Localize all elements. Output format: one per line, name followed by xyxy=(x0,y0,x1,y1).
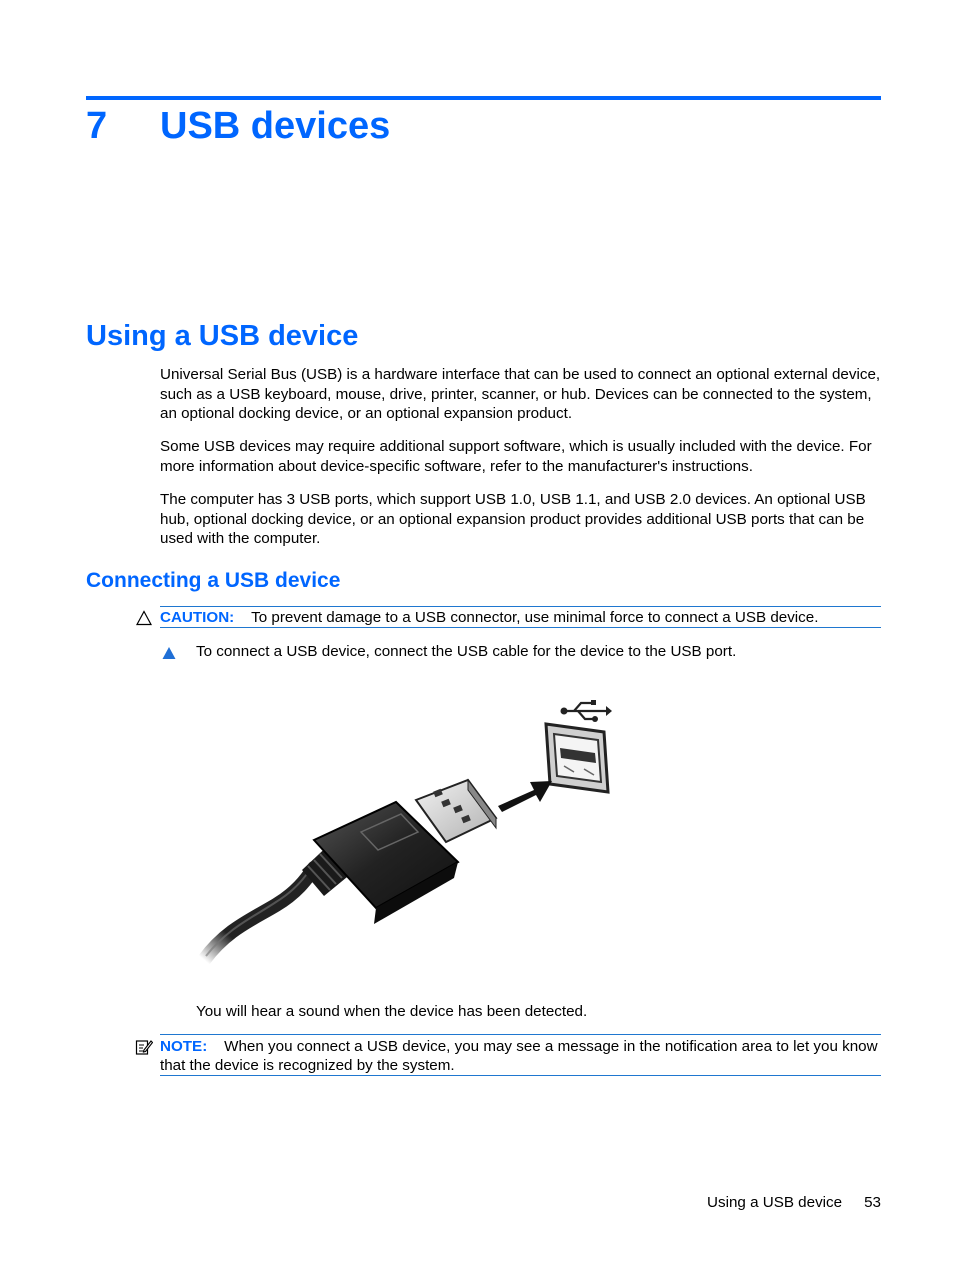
page-footer xyxy=(707,1193,881,1213)
usb-cable xyxy=(204,868,314,960)
caution-triangle-icon xyxy=(136,610,152,626)
section-title: Using a USB device xyxy=(86,320,359,352)
usb-symbol-icon xyxy=(561,700,613,722)
footer-section: Using a USB device xyxy=(707,1194,843,1211)
note-text-line xyxy=(160,1037,881,1075)
note-label: NOTE: xyxy=(160,1038,208,1055)
note-text: When you connect a USB device, you may see a message in the notification area to let you know that the device is recognized by the system. xyxy=(160,1038,878,1074)
caution-label: CAUTION: xyxy=(160,609,235,626)
paragraph-3: The computer has 3 USB ports, which support USB 1.0, USB 1.1, and USB 2.0 devices. An optional USB hub, optional docking device, or an optional expansion product provides additional USB ports that can be used with the computer. xyxy=(160,491,866,547)
paragraph-1: Universal Serial Bus (USB) is a hardware interface that can be used to connect an optional external device, such as a USB keyboard, mouse, drive, printer, scanner, or hub. Devices can be connected to the system, an optional docking device, or an optional expansion product. xyxy=(160,366,881,422)
chapter-number: 7 xyxy=(86,105,108,147)
page-number: 53 xyxy=(864,1194,881,1211)
note-pencil-icon xyxy=(135,1038,153,1056)
step-triangle-icon xyxy=(162,646,176,660)
caution-box xyxy=(160,606,881,628)
caution-text: To prevent damage to a USB connector, use minimal force to connect a USB device. xyxy=(251,609,819,626)
usb-connect-illustration xyxy=(196,690,636,980)
subsection-title: Connecting a USB device xyxy=(86,569,341,592)
step-text: To connect a USB device, connect the USB cable for the device to the USB port. xyxy=(196,643,737,660)
chapter-title-text: USB devices xyxy=(160,105,391,147)
usb-plug xyxy=(314,780,496,924)
detection-text: You will hear a sound when the device has been detected. xyxy=(196,1003,588,1020)
note-box xyxy=(160,1034,881,1076)
chapter-title xyxy=(86,100,390,152)
caution-text-line xyxy=(160,608,818,627)
insert-arrow-icon xyxy=(498,781,552,812)
usb-port xyxy=(546,724,608,792)
paragraph-2: Some USB devices may require additional support software, which is usually included with the device. For more information about device-specific software, refer to the manufacturer's instructions. xyxy=(160,438,872,475)
